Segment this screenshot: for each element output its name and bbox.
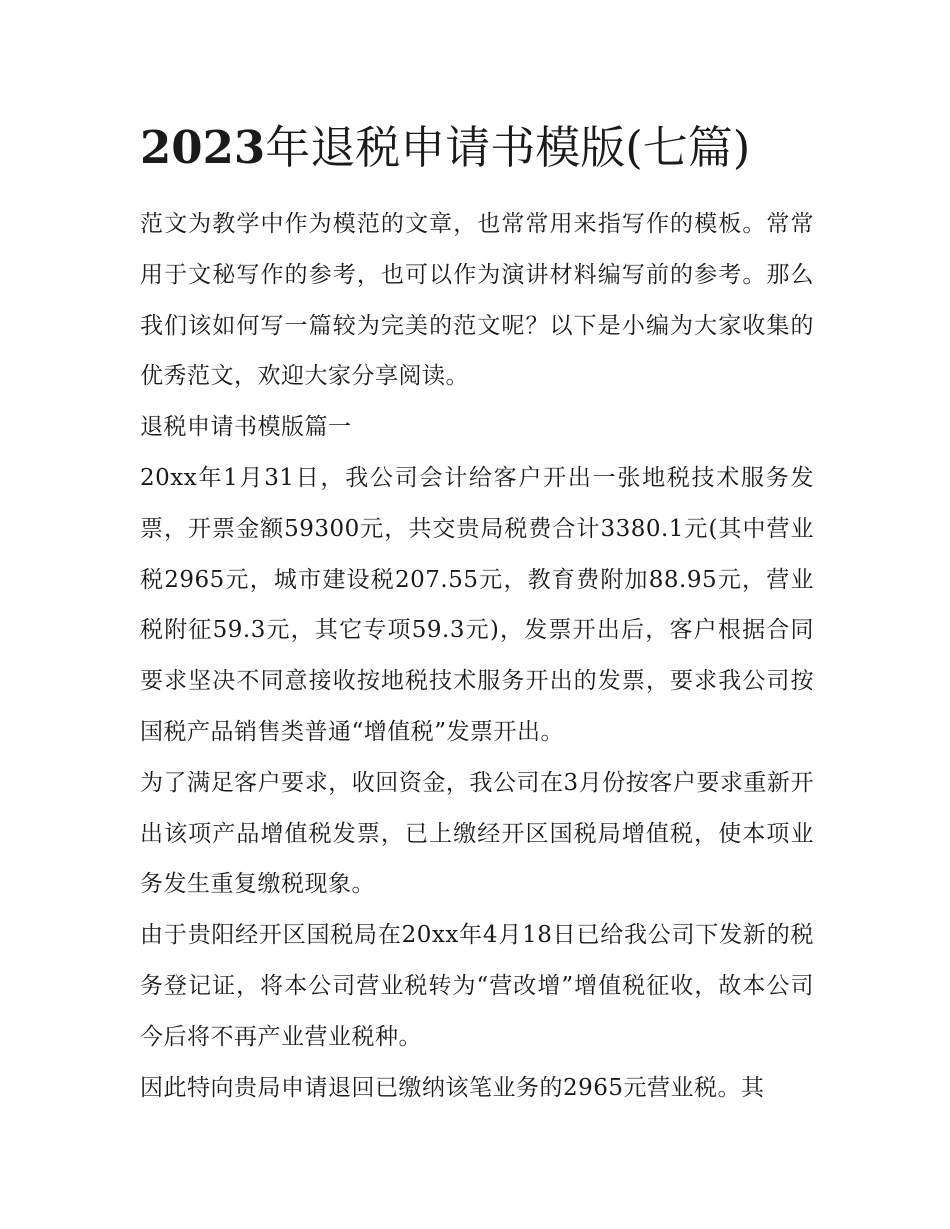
body-paragraph: 20xx年1月31日，我公司会计给客户开出一张地税技术服务发票，开票金额59300元，共交贵局税费合计3380.1元(其中营业税2965元，城市建设税207.55元，教育费附加88.95元，营业税附征59.3元，其它专项59.3元)，发票开出后，客户根据合同要求坚决不同意接收按地税技术服务开出的发票，要求我公司按国税产品销售类普通“增值税”发票开出。 (140, 464, 814, 745)
document-body (140, 199, 814, 1113)
title-text: 年退税申请书模版(七篇) (265, 121, 751, 174)
body-paragraph: 因此特向贵局申请退回已缴纳该笔业务的2965元营业税。其 (140, 1074, 765, 1101)
body-paragraph: 由于贵阳经开区国税局在20xx年4月18日已给我公司下发新的税务登记证，将本公司营业税转为“营改增”增值税征收，故本公司今后将不再产业营业税种。 (140, 922, 814, 1050)
document-title (140, 118, 840, 178)
body-paragraph: 为了满足客户要求，收回资金，我公司在3月份按客户要求重新开出该项产品增值税发票，已上缴经开区国税局增值税，使本项业务发生重复缴税现象。 (140, 769, 814, 898)
section-heading: 退税申请书模版篇一 (140, 414, 352, 441)
title-year: 2023 (140, 121, 266, 174)
intro-paragraph: 范文为教学中作为模范的文章，也常常用来指写作的模板。常常用于文秘写作的参考，也可以作为演讲材料编写前的参考。那么我们该如何写一篇较为完美的范文呢？以下是小编为大家收集的优秀范文，欢迎大家分享阅读。 (140, 211, 814, 390)
